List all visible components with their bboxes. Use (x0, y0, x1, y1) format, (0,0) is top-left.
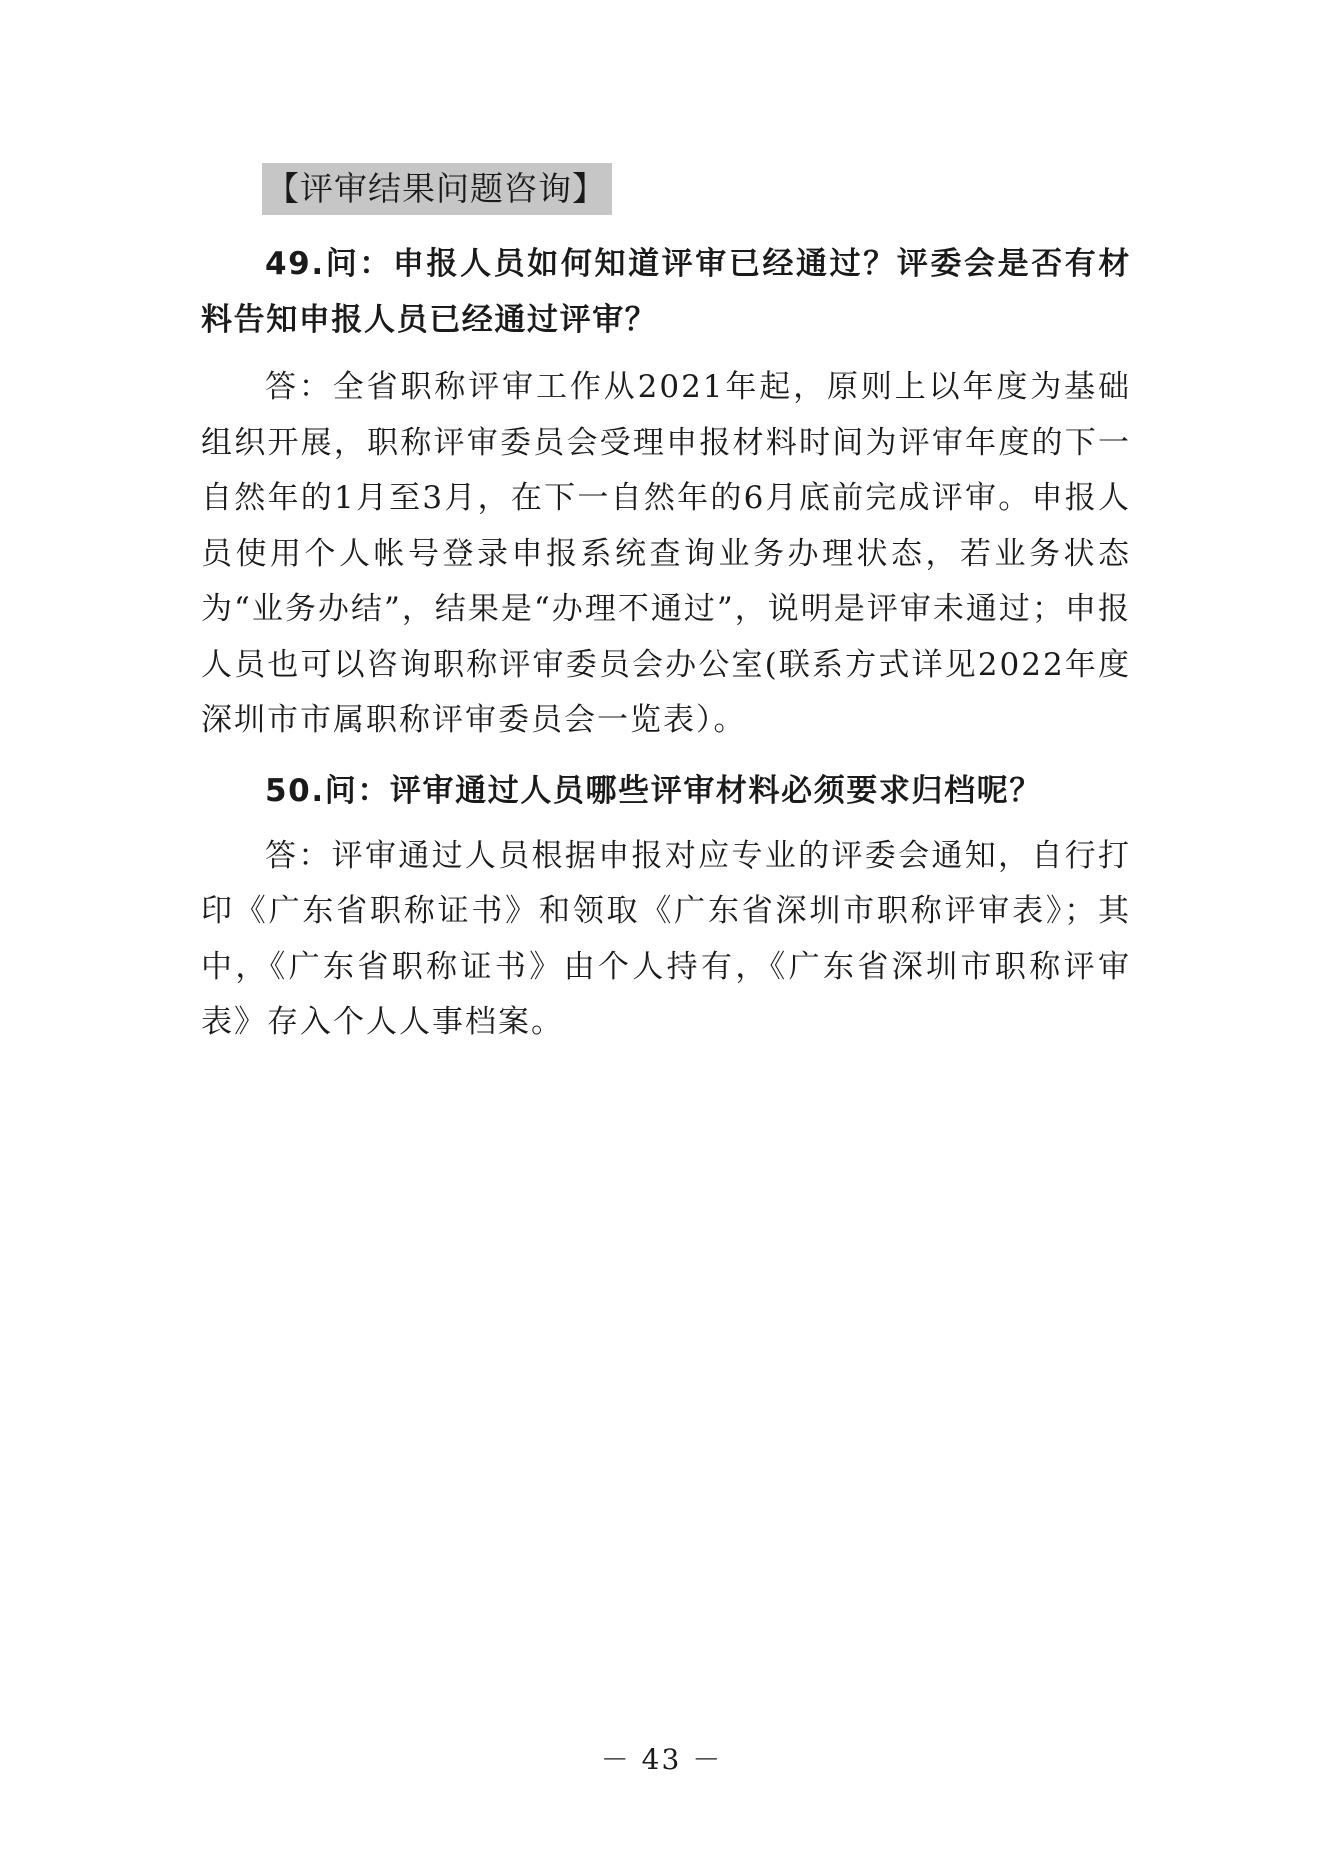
qa-content (201, 236, 1131, 1065)
question-50: 50.问：评审通过人员哪些评审材料必须要求归档呢？ (265, 772, 1042, 809)
question-49: 49.问：申报人员如何知道评审已经通过？评委会是否有材料告知申报人员已经通过评审？ (201, 246, 1131, 338)
section-heading: 【评审结果问题咨询】 (262, 163, 612, 215)
answer-49: 答：全省职称评审工作从2021年起，原则上以年度为基础组织开展，职称评审委员会受理申报材料时间为评审年度的下一自然年的1月至3月，在下一自然年的6月底前完成评审。申报人员使用个人帐号登录申报系统查询业务办理状态，若业务状态为“业务办结”，结果是“办理不通过”，说明是评审未通过；申报人员也可以咨询职称评审委员会办公室(联系方式详见2022年度深圳市市属职称评审委员会一览表）。 (201, 369, 1131, 738)
page-number: － 43 － (600, 1743, 723, 1776)
answer-50: 答：评审通过人员根据申报对应专业的评委会通知，自行打印《广东省职称证书》和领取《广东省深圳市职称评审表》；其中，《广东省职称证书》由个人持有，《广东省深圳市职称评审表》存入个人人事档案。 (201, 837, 1131, 1040)
